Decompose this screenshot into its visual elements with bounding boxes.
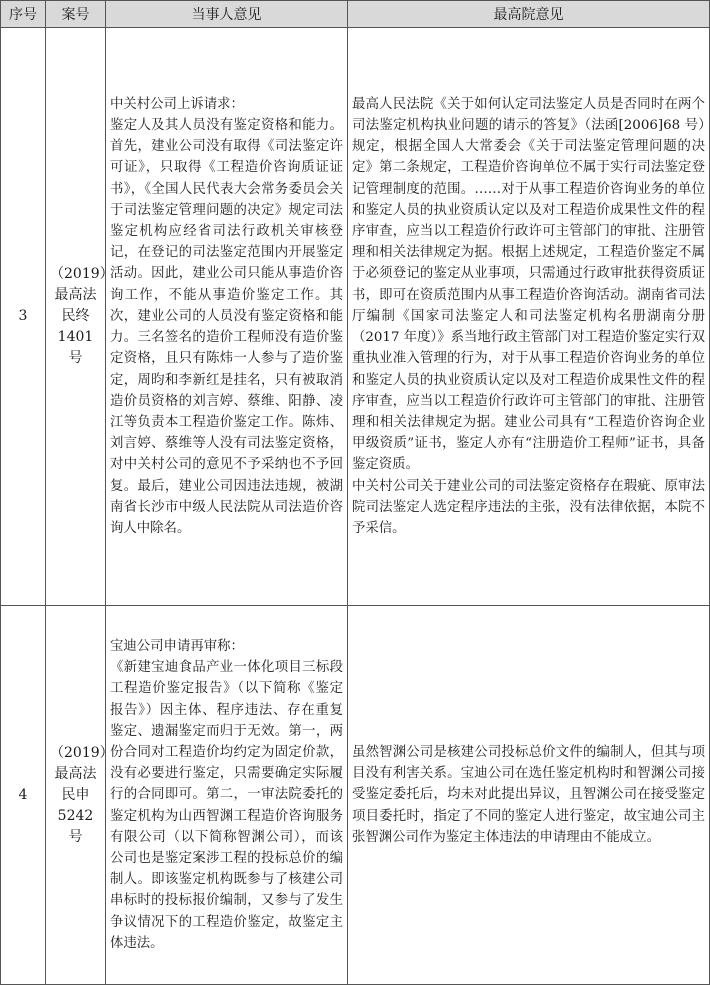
header-case-number: 案号 — [46, 1, 106, 28]
case-number-line: 最高法 — [54, 287, 97, 303]
case-number-line: 民终 — [61, 308, 90, 324]
party-opinion-text: 中关村公司上诉请求： 鉴定人及其人员没有鉴定资格和能力。首先，建业公司没有取得《司法鉴定许可证》，只取得《工程造价咨询质证证书》，《全国人民代表大会常务委员会关于司法鉴定管理问题的决定》规定司法鉴定机构应经省司法行政机关审核登记，在登记的司法鉴定范围内开展鉴定活动。因此，建业公司只能从事造价咨询工作，不能从事造价鉴定工作。其次，建业公司的人员没有鉴定资格和能力。三名签名的造价工程师没有造价鉴定资格，且只有陈炜一人参与了造价鉴定，周昀和李新红是挂名，只有被取消造价员资格的刘言婷、蔡维、阳静、凌江等负责本工程造价鉴定工作。陈炜、刘言婷、蔡维等人没有司法鉴定资格，对中关村公司的意见不予采纳也不予回复。最后，建业公司因违法违规，被湖南省长沙市中级人民法院从司法造价咨询人中除名。 — [110, 96, 343, 536]
court-opinion-cell — [348, 606, 710, 985]
table-header-row — [1, 1, 710, 28]
case-number — [46, 606, 114, 985]
header-party-opinion: 当事人意见 — [106, 1, 348, 28]
case-number-line: 最高法 — [54, 765, 97, 782]
header-court-opinion: 最高院意见 — [348, 1, 710, 28]
case-number-line: （2019） — [50, 744, 114, 761]
header-index: 序号 — [1, 1, 46, 28]
party-opinion-cell — [106, 606, 348, 985]
court-opinion-text: 最高人民法院《关于如何认定司法鉴定人员是否同时在两个司法鉴定机构执业问题的请示的答复》（法函[2006]68 号）规定，根据全国人大常委会《关于司法鉴定管理问题的决定》第二条规定，工程造价咨询单位不属于实行司法鉴定登记管理制度的范围。……对于从事工程造价咨询业务的单位和鉴定人员的执业资质认定以及对工程造价成果性文件的程序审查，应当以工程造价行政许可主管部门的审批、注册管理和相关法律规定为据。根据上述规定，工程造价鉴定不属于必须登记的鉴定从业事项，只需通过行政审批获得资质证书，即可在资质范围内从事工程造价咨询活动。湖南省司法厅编制《国家司法鉴定人和司法鉴定机构名册湖南分册（2017 年度）》系当地行政主管部门对工程造价鉴定实行双重执业准入管理的行为，对于从事工程造价咨询业务的单位和鉴定人员的执业资质认定以及对工程造价成果性文件的程序审查，应当以工程造价行政许可主管部门的审批、注册管理和相关法律规定为据。建业公司具有“工程造价咨询企业甲级资质”证书，鉴定人亦有“注册造价工程师”证书，具备鉴定资质。 中关村公司关于建业公司的司法鉴定资格存在瑕疵、原审法院司法鉴定人选定程序违法的主张，没有法律依据，本院不予采信。 — [352, 96, 706, 536]
court-opinion-text: 虽然智渊公司是核建公司投标总价文件的编制人，但其与项目没有利害关系。宝迪公司在选任鉴定机构时和智渊公司接受鉴定委托后，均未对此提出异议，且智渊公司在接受鉴定项目委托时，指定了不同的鉴定人进行鉴定，故宝迪公司主张智渊公司作为鉴定主体违法的申请理由不能成立。 — [352, 744, 705, 845]
party-opinion-cell — [106, 28, 348, 606]
case-number — [46, 28, 114, 606]
table-row — [1, 28, 710, 606]
party-opinion-text: 宝迪公司申请再审称： 《新建宝迪食品产业一体化项目三标段工程造价鉴定报告》（以下简称《鉴定报告》）因主体、程序违法、存在重复鉴定、遗漏鉴定而归于无效。第一，两份合同对工程造价均约定为固定价款，没有必要进行鉴定，只需要确定实际履行的合同即可。第二，一审法院委托的鉴定机构为山西智渊工程造价咨询服务有限公司（以下简称智渊公司），而该公司也是鉴定案涉工程的投标总价的编制人。即该鉴定机构既参与了核建公司串标时的投标报价编制，又参与了发生争议情况下的工程造价鉴定，故鉴定主体违法。 — [110, 638, 343, 951]
case-number-line: （2019） — [50, 266, 114, 282]
row-index: 4 — [1, 606, 46, 985]
row-index: 3 — [1, 28, 46, 606]
table-row — [1, 606, 710, 985]
case-number-line: 民申 — [61, 786, 90, 803]
case-number-line: 1401 号 — [57, 329, 94, 366]
court-opinion-cell — [348, 28, 710, 606]
case-number-line: 5242 号 — [57, 807, 94, 845]
